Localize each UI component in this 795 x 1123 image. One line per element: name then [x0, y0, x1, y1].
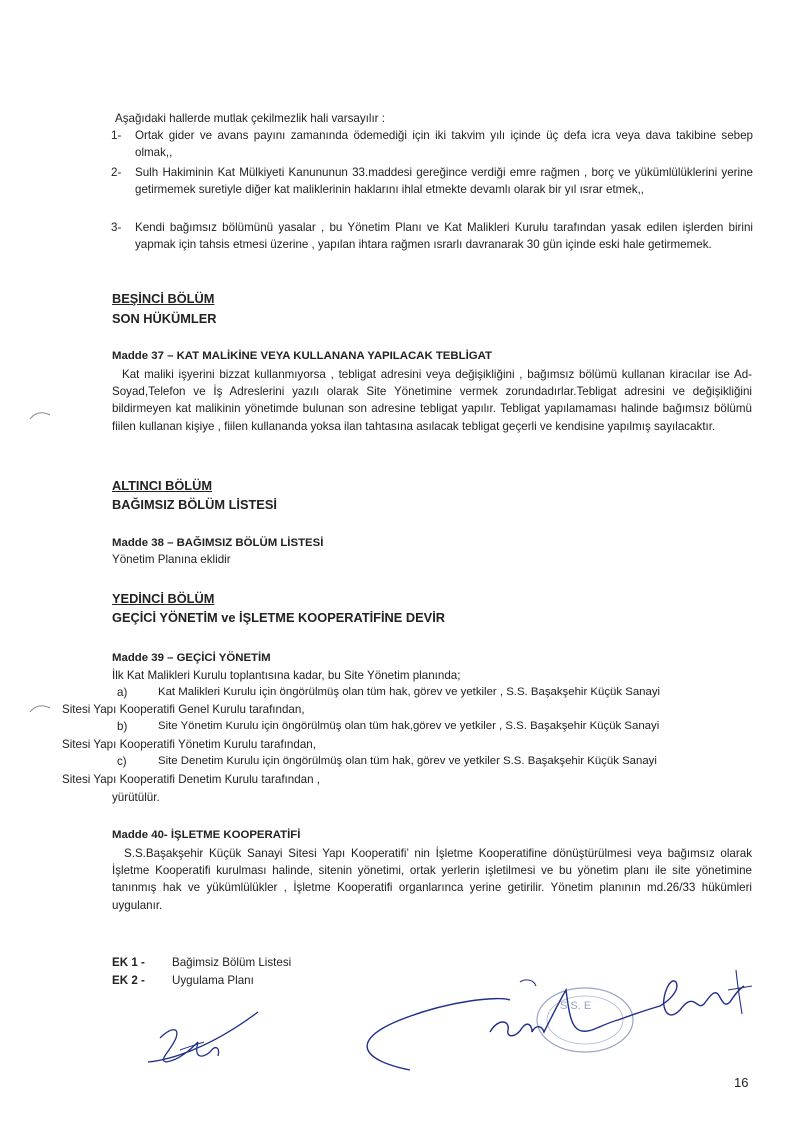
- section-subtitle: BAĞIMSIZ BÖLÜM LİSTESİ: [112, 497, 277, 512]
- signature-right: [340, 960, 760, 1080]
- item-text: Sitesi Yapı Kooperatifi Denetim Kurulu tarafından ,: [62, 773, 320, 786]
- item-text: Site Denetim Kurulu için öngörülmüş olan tüm hak, görev ve yetkiler S.S. Başakşehir Küçük Sanayi: [158, 755, 657, 767]
- margin-mark: [28, 405, 58, 425]
- article-heading: Madde 38 – BAĞIMSIZ BÖLÜM LİSTESİ: [112, 537, 324, 549]
- item-text: Kat Malikleri Kurulu için öngörülmüş olan tüm hak, görev ve yetkiler , S.S. Başakşehir Küçük Sanayi: [158, 686, 661, 698]
- article-heading: Madde 39 – GEÇİCİ YÖNETİM: [112, 652, 271, 664]
- section-title: YEDİNCİ BÖLÜM: [112, 591, 215, 606]
- article-intro: İlk Kat Malikleri Kurulu toplantısına kadar, bu Site Yönetim planında;: [112, 669, 461, 682]
- item-text: Site Yönetim Kurulu için öngörülmüş olan tüm hak,görev ve yetkiler , S.S. Başakşehir Küçük Sanayi: [158, 720, 660, 732]
- article-heading: Madde 40- İŞLETME KOOPERATİFİ: [112, 829, 301, 841]
- stamp-text: S.S. E: [560, 1000, 592, 1012]
- margin-mark: [28, 698, 58, 718]
- condition-text: Sulh Hakiminin Kat Mülkiyeti Kanununun 33.maddesi gereğince verdiği emre rağmen , borç ve yükümlülüklerini yerine getirmemek suretiyle diğer kat maliklerinin haklarını ihlal etmekte devamlı olarak bir yıl ısrar etmek,,: [135, 166, 753, 197]
- annex-label: EK 2 -: [112, 974, 145, 987]
- article-text: Yönetim Planına eklidir: [112, 553, 231, 566]
- condition-text: Kendi bağımsız bölümünü yasalar , bu Yönetim Planı ve Kat Malikleri Kurulu tarafından yasak edilen işlerden birini yapmak için tahsis etmesi üzerine , yapılan ihtara rağmen ısrarlı davranarak 30 gün içinde eski hale getirmemek.: [135, 221, 753, 252]
- condition-number: 2-: [111, 166, 122, 179]
- section-title: BEŞİNCİ BÖLÜM: [112, 291, 215, 306]
- condition-number: 3-: [111, 221, 122, 234]
- annex-text: Bağimsiz Bölüm Listesi: [172, 956, 292, 969]
- item-text: Sitesi Yapı Kooperatifi Yönetim Kurulu tarafından,: [62, 738, 316, 751]
- article-text: Kat maliki işyerini bizzat kullanmıyorsa , tebligat adresini veya değişikliğini , bağımsız bölümü kullanan kiracılar ise Ad-Soyad,Telefon ve İş Adreslerini yazılı olarak Site Yönetimine vermek zorundadırlar.Tebligat adresini ve değişikliğini bildirmeyen kat malikinin yönetimde bulunan son adresine tebligat yapılır. Tebligat yapılamaması halinde bağımsız bölümü fiilen kullanan kişiye , fiilen kullananda yoksa ilan tahtasına asılacak tebligat geçerli ve kendisine yapılmış sayılacaktır.: [112, 368, 752, 433]
- item-letter: b): [117, 720, 128, 733]
- condition-number: 1-: [111, 129, 122, 142]
- item-letter: c): [117, 755, 127, 768]
- annex-text: Uygulama Planı: [172, 974, 254, 987]
- article-text: yürütülür.: [112, 791, 160, 804]
- article-heading: Madde 37 – KAT MALİKİNE VEYA KULLANANA YAPILACAK TEBLİGAT: [112, 350, 492, 362]
- page-number: 16: [734, 1075, 749, 1090]
- article-text: S.S.Başakşehir Küçük Sanayi Sitesi Yapı Kooperatifi’ nin İşletme Kooperatifine dönüştürülmesi veya bağımsız olarak İşletme Kooperatifi kurulması halinde, sitenin yönetimi, ortak yerlerin işletilmesi ve bu yönetim planı ile site yönetimine tanınmış hak ve yükümlülükler , İşletme Kooperatifi organlarınca yerine getirilir. Yönetim planının md.26/33 hükümleri uygulanır.: [112, 847, 752, 912]
- signature-left: [140, 1000, 270, 1080]
- section-title: ALTINCI BÖLÜM: [112, 478, 212, 493]
- section-subtitle: SON HÜKÜMLER: [112, 311, 217, 326]
- annex-label: EK 1 -: [112, 956, 145, 969]
- item-text: Sitesi Yapı Kooperatifi Genel Kurulu tarafından,: [62, 703, 305, 716]
- item-letter: a): [117, 686, 128, 699]
- section-subtitle: GEÇİCİ YÖNETİM ve İŞLETME KOOPERATİFİNE DEVİR: [112, 610, 445, 625]
- condition-text: Ortak gider ve avans payını zamanında ödemediği için iki takvim yılı içinde üç defa icra veya dava takibine sebep olmak,,: [135, 129, 753, 160]
- intro-text: Aşağıdaki hallerde mutlak çekilmezlik hali varsayılır :: [115, 112, 385, 125]
